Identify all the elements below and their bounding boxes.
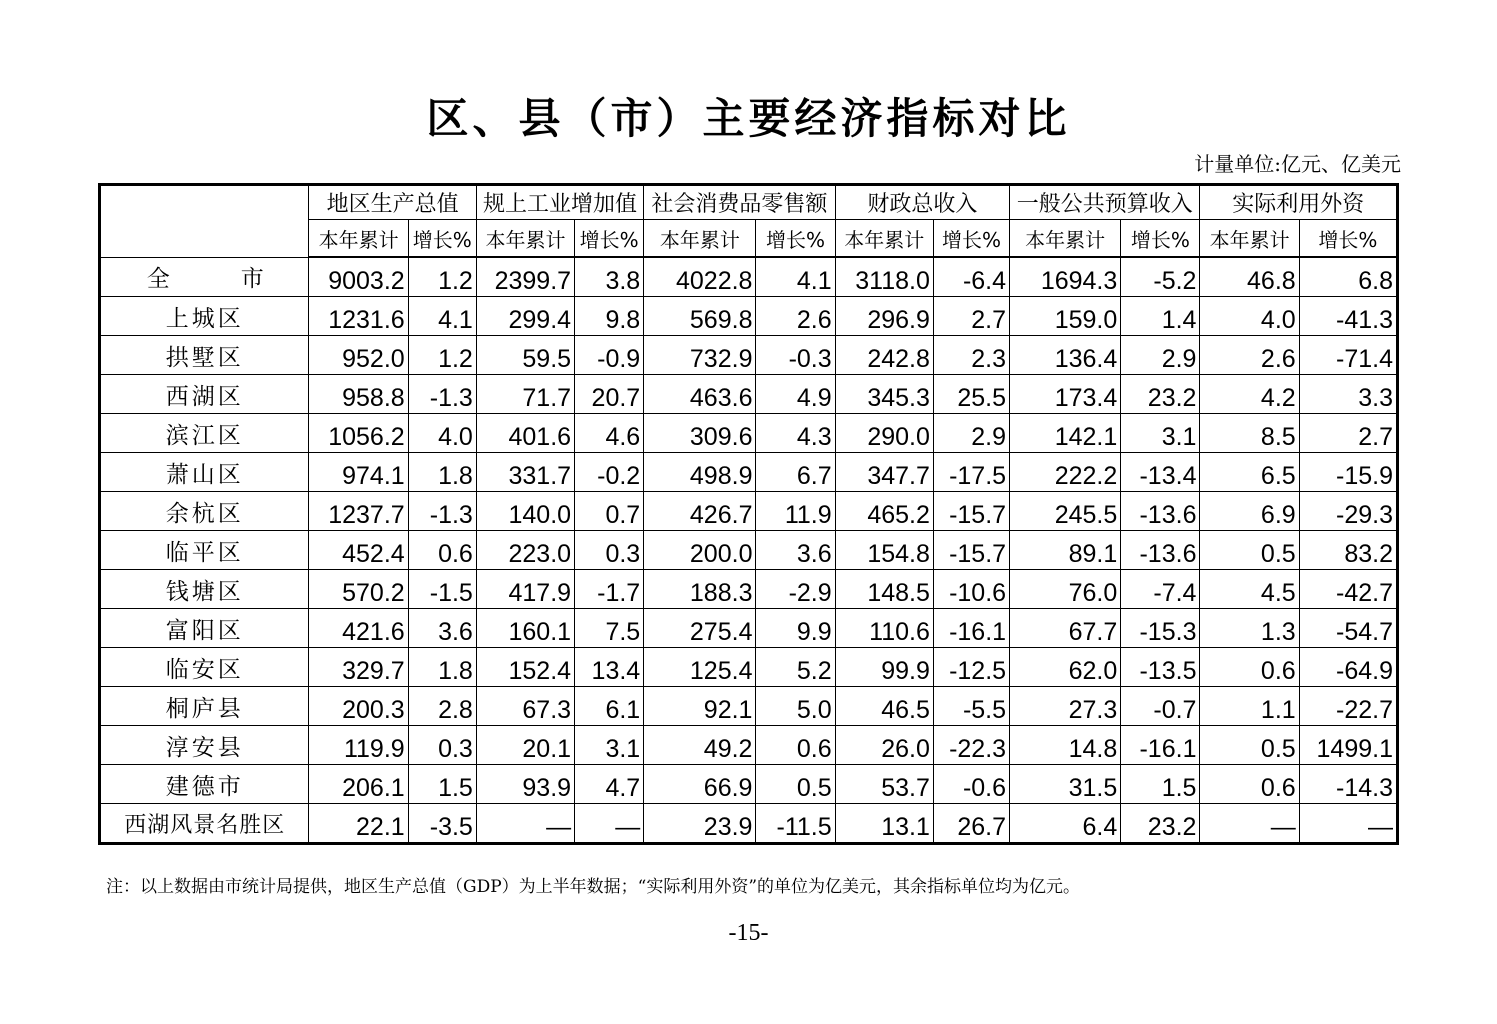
data-cell: 2.3: [933, 336, 1009, 375]
data-cell: 1.4: [1121, 297, 1200, 336]
data-cell: -0.2: [575, 453, 644, 492]
data-cell: 426.7: [644, 492, 756, 531]
data-cell: -13.6: [1121, 531, 1200, 570]
data-cell: 62.0: [1010, 648, 1121, 687]
data-cell: -15.7: [933, 492, 1009, 531]
data-cell: 142.1: [1010, 414, 1121, 453]
data-cell: 222.2: [1010, 453, 1121, 492]
data-cell: 421.6: [309, 609, 408, 648]
data-cell: 4.1: [756, 257, 835, 297]
data-cell: 4.7: [575, 765, 644, 804]
data-cell: -0.7: [1121, 687, 1200, 726]
data-cell: 0.7: [575, 492, 644, 531]
row-label: 拱墅区: [100, 336, 309, 375]
data-cell: -6.4: [933, 257, 1009, 297]
data-cell: -22.3: [933, 726, 1009, 765]
data-cell: 2.7: [933, 297, 1009, 336]
data-cell: 26.0: [835, 726, 933, 765]
data-cell: 13.4: [575, 648, 644, 687]
row-label: 余杭区: [100, 492, 309, 531]
table-row: [100, 804, 1398, 844]
data-cell: 1694.3: [1010, 257, 1121, 297]
data-cell: 345.3: [835, 375, 933, 414]
data-cell: -15.9: [1299, 453, 1397, 492]
data-cell: -42.7: [1299, 570, 1397, 609]
table-row: [100, 375, 1398, 414]
data-cell: 110.6: [835, 609, 933, 648]
data-cell: —: [575, 804, 644, 844]
data-cell: 3.1: [1121, 414, 1200, 453]
data-cell: 3.6: [408, 609, 476, 648]
data-cell: 401.6: [476, 414, 574, 453]
table-row: [100, 297, 1398, 336]
data-cell: 49.2: [644, 726, 756, 765]
data-cell: 329.7: [309, 648, 408, 687]
data-cell: 67.3: [476, 687, 574, 726]
data-cell: 59.5: [476, 336, 574, 375]
data-cell: 3.3: [1299, 375, 1397, 414]
data-cell: 452.4: [309, 531, 408, 570]
row-label: 临平区: [100, 531, 309, 570]
row-label: 富阳区: [100, 609, 309, 648]
data-cell: 6.4: [1010, 804, 1121, 844]
data-cell: 569.8: [644, 297, 756, 336]
data-cell: 188.3: [644, 570, 756, 609]
data-cell: -5.2: [1121, 257, 1200, 297]
row-label: 钱塘区: [100, 570, 309, 609]
data-cell: -5.5: [933, 687, 1009, 726]
data-cell: 0.6: [408, 531, 476, 570]
data-cell: 0.6: [1200, 648, 1299, 687]
data-cell: 242.8: [835, 336, 933, 375]
data-cell: -29.3: [1299, 492, 1397, 531]
table-row: [100, 453, 1398, 492]
data-cell: 347.7: [835, 453, 933, 492]
data-cell: 417.9: [476, 570, 574, 609]
data-cell: 4.0: [408, 414, 476, 453]
data-cell: 92.1: [644, 687, 756, 726]
data-cell: 275.4: [644, 609, 756, 648]
data-cell: -0.9: [575, 336, 644, 375]
data-cell: 1.8: [408, 453, 476, 492]
row-label: 上城区: [100, 297, 309, 336]
data-cell: -1.3: [408, 375, 476, 414]
data-cell: 463.6: [644, 375, 756, 414]
data-cell: 570.2: [309, 570, 408, 609]
data-cell: 1056.2: [309, 414, 408, 453]
data-cell: -7.4: [1121, 570, 1200, 609]
data-cell: 1.1: [1200, 687, 1299, 726]
data-cell: 93.9: [476, 765, 574, 804]
data-cell: 1231.6: [309, 297, 408, 336]
data-cell: 4.0: [1200, 297, 1299, 336]
data-cell: -11.5: [756, 804, 835, 844]
data-cell: 0.6: [756, 726, 835, 765]
data-cell: -1.7: [575, 570, 644, 609]
data-cell: 6.8: [1299, 257, 1397, 297]
data-cell: -2.9: [756, 570, 835, 609]
group-header: 地区生产总值: [309, 185, 476, 220]
sub-header: 本年累计: [476, 220, 574, 258]
data-cell: 2.7: [1299, 414, 1397, 453]
data-cell: -0.3: [756, 336, 835, 375]
data-cell: 498.9: [644, 453, 756, 492]
row-label: 建德市: [100, 765, 309, 804]
data-cell: —: [476, 804, 574, 844]
data-cell: 5.0: [756, 687, 835, 726]
data-cell: 46.5: [835, 687, 933, 726]
table-row: [100, 414, 1398, 453]
data-cell: 296.9: [835, 297, 933, 336]
data-cell: 83.2: [1299, 531, 1397, 570]
data-cell: -16.1: [933, 609, 1009, 648]
table-row: [100, 492, 1398, 531]
data-cell: 299.4: [476, 297, 574, 336]
corner-cell: [100, 185, 309, 258]
data-cell: -17.5: [933, 453, 1009, 492]
data-cell: 2.9: [933, 414, 1009, 453]
data-cell: 958.8: [309, 375, 408, 414]
data-cell: 66.9: [644, 765, 756, 804]
page-title: 区、县（市）主要经济指标对比: [426, 94, 1071, 143]
table-row: [100, 765, 1398, 804]
data-cell: 732.9: [644, 336, 756, 375]
sub-header: 本年累计: [644, 220, 756, 258]
data-cell: 11.9: [756, 492, 835, 531]
row-label: 桐庐县: [100, 687, 309, 726]
data-cell: 9003.2: [309, 257, 408, 297]
group-header-row: [100, 185, 1398, 220]
data-cell: -71.4: [1299, 336, 1397, 375]
row-label: 西湖风景名胜区: [100, 804, 309, 844]
table-row: [100, 687, 1398, 726]
data-cell: 4.2: [1200, 375, 1299, 414]
data-cell: 309.6: [644, 414, 756, 453]
data-cell: 6.5: [1200, 453, 1299, 492]
data-cell: 119.9: [309, 726, 408, 765]
data-cell: 1.3: [1200, 609, 1299, 648]
data-cell: -13.6: [1121, 492, 1200, 531]
data-cell: 4.9: [756, 375, 835, 414]
data-cell: 200.0: [644, 531, 756, 570]
data-cell: 1.2: [408, 257, 476, 297]
data-cell: 20.7: [575, 375, 644, 414]
data-cell: 67.7: [1010, 609, 1121, 648]
data-cell: 6.9: [1200, 492, 1299, 531]
data-cell: 4.1: [408, 297, 476, 336]
sub-header: 增长%: [408, 220, 476, 258]
row-label: 全 市: [100, 257, 309, 297]
data-cell: -22.7: [1299, 687, 1397, 726]
data-cell: 3.6: [756, 531, 835, 570]
data-cell: -16.1: [1121, 726, 1200, 765]
table-row: [100, 336, 1398, 375]
data-cell: -15.7: [933, 531, 1009, 570]
data-cell: 1.8: [408, 648, 476, 687]
data-cell: -41.3: [1299, 297, 1397, 336]
indicator-table: [98, 183, 1399, 845]
data-cell: 6.7: [756, 453, 835, 492]
data-cell: 89.1: [1010, 531, 1121, 570]
table-row: [100, 570, 1398, 609]
data-cell: 3.1: [575, 726, 644, 765]
data-cell: 25.5: [933, 375, 1009, 414]
data-cell: -13.4: [1121, 453, 1200, 492]
data-cell: 14.8: [1010, 726, 1121, 765]
sub-header: 增长%: [1121, 220, 1200, 258]
data-cell: 4.6: [575, 414, 644, 453]
data-cell: 4022.8: [644, 257, 756, 297]
data-cell: 2399.7: [476, 257, 574, 297]
data-cell: 53.7: [835, 765, 933, 804]
data-cell: 23.2: [1121, 804, 1200, 844]
sub-header: 本年累计: [1010, 220, 1121, 258]
sub-header: 增长%: [1299, 220, 1397, 258]
data-cell: 1.5: [408, 765, 476, 804]
row-label: 萧山区: [100, 453, 309, 492]
data-cell: 0.5: [1200, 531, 1299, 570]
data-cell: 4.3: [756, 414, 835, 453]
data-cell: 160.1: [476, 609, 574, 648]
footnote: 注：以上数据由市统计局提供，地区生产总值（GDP）为上半年数据；“实际利用外资”的单位为亿美元，其余指标单位均为亿元。: [106, 877, 1081, 897]
data-cell: 4.5: [1200, 570, 1299, 609]
row-label: 西湖区: [100, 375, 309, 414]
data-cell: 200.3: [309, 687, 408, 726]
data-cell: -10.6: [933, 570, 1009, 609]
data-cell: -13.5: [1121, 648, 1200, 687]
data-cell: 140.0: [476, 492, 574, 531]
data-cell: 27.3: [1010, 687, 1121, 726]
data-cell: -3.5: [408, 804, 476, 844]
data-cell: 5.2: [756, 648, 835, 687]
data-cell: 9.9: [756, 609, 835, 648]
group-header: 一般公共预算收入: [1010, 185, 1200, 220]
data-cell: 99.9: [835, 648, 933, 687]
data-cell: 0.6: [1200, 765, 1299, 804]
data-cell: 31.5: [1010, 765, 1121, 804]
data-cell: -12.5: [933, 648, 1009, 687]
table-row: [100, 609, 1398, 648]
group-header: 实际利用外资: [1200, 185, 1398, 220]
unit-note: 计量单位:亿元、亿美元: [1194, 152, 1401, 176]
group-header: 社会消费品零售额: [644, 185, 835, 220]
group-header: 财政总收入: [835, 185, 1009, 220]
sub-header: 增长%: [756, 220, 835, 258]
data-cell: 125.4: [644, 648, 756, 687]
data-cell: —: [1200, 804, 1299, 844]
data-cell: 154.8: [835, 531, 933, 570]
data-cell: 173.4: [1010, 375, 1121, 414]
data-cell: 206.1: [309, 765, 408, 804]
data-cell: 2.6: [1200, 336, 1299, 375]
data-cell: 23.2: [1121, 375, 1200, 414]
data-cell: 1499.1: [1299, 726, 1397, 765]
data-cell: -14.3: [1299, 765, 1397, 804]
data-cell: -1.3: [408, 492, 476, 531]
table-body: [100, 257, 1398, 844]
data-cell: 71.7: [476, 375, 574, 414]
data-cell: -0.6: [933, 765, 1009, 804]
data-cell: 465.2: [835, 492, 933, 531]
data-cell: 245.5: [1010, 492, 1121, 531]
data-cell: 26.7: [933, 804, 1009, 844]
sub-header: 增长%: [575, 220, 644, 258]
group-header: 规上工业增加值: [476, 185, 643, 220]
data-cell: 1.5: [1121, 765, 1200, 804]
data-cell: 9.8: [575, 297, 644, 336]
data-cell: 3.8: [575, 257, 644, 297]
data-cell: 46.8: [1200, 257, 1299, 297]
data-cell: 136.4: [1010, 336, 1121, 375]
table-row: [100, 531, 1398, 570]
data-cell: 952.0: [309, 336, 408, 375]
data-cell: 1.2: [408, 336, 476, 375]
data-cell: 22.1: [309, 804, 408, 844]
data-cell: 6.1: [575, 687, 644, 726]
data-cell: 7.5: [575, 609, 644, 648]
data-cell: 0.5: [1200, 726, 1299, 765]
data-cell: 0.3: [408, 726, 476, 765]
data-cell: 2.9: [1121, 336, 1200, 375]
data-cell: 148.5: [835, 570, 933, 609]
data-cell: -54.7: [1299, 609, 1397, 648]
table-row: [100, 726, 1398, 765]
page-number: -15-: [728, 920, 769, 946]
data-cell: 223.0: [476, 531, 574, 570]
row-label: 滨江区: [100, 414, 309, 453]
sub-header: 本年累计: [309, 220, 408, 258]
data-cell: 290.0: [835, 414, 933, 453]
table-row: [100, 257, 1398, 297]
sub-header: 增长%: [933, 220, 1009, 258]
data-cell: 2.8: [408, 687, 476, 726]
row-label: 临安区: [100, 648, 309, 687]
data-cell: -15.3: [1121, 609, 1200, 648]
data-cell: 1237.7: [309, 492, 408, 531]
data-cell: 3118.0: [835, 257, 933, 297]
table-row: [100, 648, 1398, 687]
data-cell: —: [1299, 804, 1397, 844]
data-cell: 152.4: [476, 648, 574, 687]
row-label: 淳安县: [100, 726, 309, 765]
data-cell: 0.5: [756, 765, 835, 804]
data-cell: 159.0: [1010, 297, 1121, 336]
sub-header: 本年累计: [835, 220, 933, 258]
data-cell: 331.7: [476, 453, 574, 492]
data-cell: -1.5: [408, 570, 476, 609]
data-cell: 76.0: [1010, 570, 1121, 609]
data-cell: 23.9: [644, 804, 756, 844]
data-cell: 2.6: [756, 297, 835, 336]
data-cell: 974.1: [309, 453, 408, 492]
data-cell: 20.1: [476, 726, 574, 765]
sub-header: 本年累计: [1200, 220, 1299, 258]
data-cell: 13.1: [835, 804, 933, 844]
data-cell: -64.9: [1299, 648, 1397, 687]
data-cell: 0.3: [575, 531, 644, 570]
data-cell: 8.5: [1200, 414, 1299, 453]
